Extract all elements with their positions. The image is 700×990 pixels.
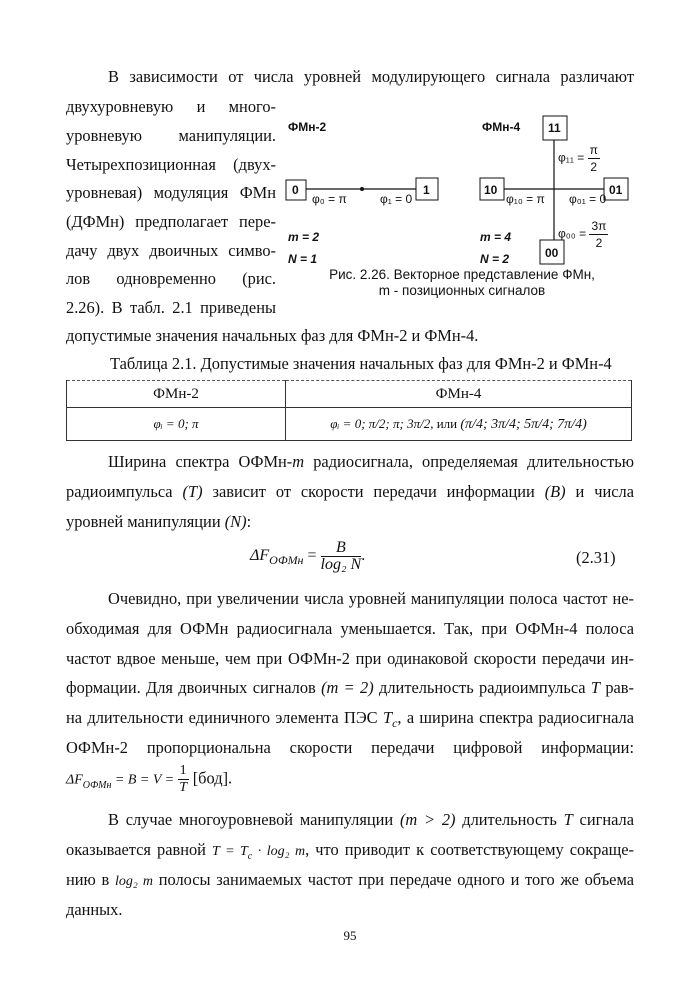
math-fraction (178, 763, 189, 796)
text-line (66, 477, 634, 507)
cell-phases-2: (π/4; 3π/4; 5π/4; 7π/4) (460, 416, 587, 432)
eq-lhs: ΔF (250, 547, 270, 565)
text-line: ОФМн-2 пропорциональна скорости передачи цифровой информации: (66, 738, 634, 757)
n-right: N = 2 (480, 252, 510, 266)
math-log: · log₂ m (252, 844, 306, 859)
eq-dot: . (361, 547, 366, 565)
text-span: на длительности единичного элемента ПЭС (66, 708, 383, 727)
text-span: полосы занимаемых частот при передаче одного и того же объема (153, 870, 634, 889)
math-den: T (179, 780, 187, 795)
text-span: радиоимпульса (66, 482, 183, 501)
text-span: В случае многоуровневой манипуляции (108, 810, 400, 829)
m-left: m = 2 (288, 230, 320, 244)
text-line: данных. (66, 900, 123, 919)
math-T: T (563, 810, 573, 829)
fmn2-title: ФМн-2 (288, 120, 327, 134)
text-span: радиосигнала, определяемая длительностью (304, 452, 634, 471)
text-line: допустимые значения начальных фаз для ФМн-2 и ФМн-4. (66, 326, 479, 345)
text-line: частот вдвое меньше, чем при ОФМн-2 при одинаковой скорости передачи ин- (66, 649, 634, 668)
phi01-label: φ₀₁ = 0 (569, 192, 607, 206)
text-span: сигнала (572, 810, 634, 829)
math-c: c (247, 851, 253, 863)
text-line (66, 447, 634, 477)
text-span: длительность (455, 810, 564, 829)
phi11-label (558, 142, 600, 175)
table-header-cell: ФМн-4 (286, 381, 632, 408)
text-line: В зависимости от числа уровней модулирующего сигнала различают (108, 67, 634, 86)
text-line: Четырехпозиционная (двух- (66, 155, 276, 174)
text-span: уровней манипуляции (66, 512, 225, 531)
fmn4-title: ФМн-4 (482, 120, 521, 134)
page-number: 95 (343, 928, 357, 943)
text-line: 2.26). В табл. 2.1 приведены (66, 298, 276, 317)
eq-num: B (321, 540, 362, 557)
label-01: 01 (609, 183, 623, 197)
text-span: , что приводит к соответствующему сокраще- (305, 840, 634, 859)
table-cell (286, 408, 632, 441)
phi11-num: π (589, 143, 598, 157)
math-num: 1 (179, 763, 187, 778)
text-line: двухуровневую и много- (66, 97, 276, 116)
figure-caption (302, 267, 622, 299)
text-span: оказывается равной (66, 840, 213, 859)
math-N: (N) (224, 512, 247, 531)
cell-or: , или (430, 415, 461, 431)
table-header-cell: ФМн-2 (67, 381, 286, 408)
text-line: лов одновременно (рис. (66, 269, 276, 288)
math-T: T (590, 678, 601, 697)
eq-equals: = (303, 547, 321, 565)
math-m2: (m = 2) (321, 678, 374, 697)
text-line: уровневую манипуляции. (66, 126, 276, 145)
text-line (66, 673, 634, 703)
eq-den: log₂ N (320, 556, 362, 573)
fmn2-origin (360, 187, 364, 191)
label-11: 11 (548, 121, 561, 135)
caption-line-2: m - позиционных сигналов (378, 283, 546, 298)
math-dF: ΔF (66, 772, 83, 788)
text-span: рав- (600, 678, 634, 697)
math-mid: = B = V = (111, 772, 178, 788)
n-left: N = 1 (288, 252, 318, 266)
eq-sub: ОФМн (269, 553, 304, 568)
math-log: log₂ m (115, 874, 154, 889)
m-right: m = 4 (480, 230, 512, 244)
phi11-fraction (588, 142, 600, 175)
phi00-lhs: φ₀₀ = (558, 226, 587, 241)
math-T-eq: T = T (212, 844, 248, 859)
eq-fraction (321, 540, 362, 573)
text-line (66, 763, 634, 801)
text-line: уровневая) модуляция ФМн (66, 183, 276, 202)
text-span: формации. Для двоичных сигналов (66, 678, 322, 697)
text-line: Очевидно, при увеличении числа уровней манипуляции полоса частот не- (108, 589, 634, 608)
caption-line-1: Рис. 2.26. Векторное представление ФМн, (329, 267, 595, 282)
text-span: Ширина спектра ОФМн- (108, 452, 293, 471)
text-span: и числа (565, 482, 634, 501)
phi00-num: 3π (591, 219, 607, 233)
text-span: нию в (66, 870, 115, 889)
text-line: (ДФМн) предполагает пере- (66, 212, 276, 231)
unit-bod: [бод]. (188, 768, 233, 788)
label-1: 1 (423, 183, 430, 197)
text-line (66, 805, 634, 835)
phi1-label: φ₁ = 0 (380, 192, 413, 206)
label-00: 00 (545, 246, 559, 260)
cell-phases-1: φᵢ = 0; π/2; π; 3π/2 (330, 415, 431, 431)
text-line (66, 865, 634, 897)
math-sub: ОФМн (82, 779, 112, 791)
text-span: длительность радиоимпульса (373, 678, 591, 697)
math-m-gt-2: (m > 2) (399, 810, 456, 829)
phase-table (66, 380, 632, 441)
text-span: , а ширина спектра радиосигнала (397, 708, 634, 727)
math-m: m (292, 452, 305, 471)
phi11-lhs: φ₁₁ = (558, 150, 585, 165)
text-line (66, 507, 634, 537)
table-title: Таблица 2.1. Допустимые значения начальных фаз для ФМн-2 и ФМн-4 (110, 354, 612, 373)
label-10: 10 (484, 183, 498, 197)
phi00-den: 2 (595, 236, 603, 250)
text-line: дачу двух двоичных симво- (66, 241, 276, 260)
text-span: : (246, 512, 252, 531)
math-Tc: T (382, 708, 393, 727)
text-span: зависит от скорости передачи информации (202, 482, 545, 501)
text-line: обходимая для ОФМн радиосигнала уменьшается. Так, при ОФМн-4 полоса (66, 619, 634, 638)
phi00-fraction (589, 218, 608, 251)
table-row (67, 381, 632, 408)
phi0-label: φ₀ = π (312, 192, 347, 206)
label-0: 0 (292, 183, 299, 197)
math-T: (T) (182, 482, 203, 501)
phi11-den: 2 (590, 160, 598, 174)
phi10-label: φ₁₀ = π (506, 192, 545, 206)
vector-diagram-figure (282, 108, 642, 308)
equation-2-31 (250, 540, 365, 573)
equation-number: (2.31) (576, 548, 616, 567)
math-c: c (392, 716, 398, 731)
phi00-label (558, 218, 608, 251)
math-B: (B) (544, 482, 566, 501)
table-row (67, 408, 632, 441)
table-cell: φᵢ = 0; π (67, 408, 286, 441)
